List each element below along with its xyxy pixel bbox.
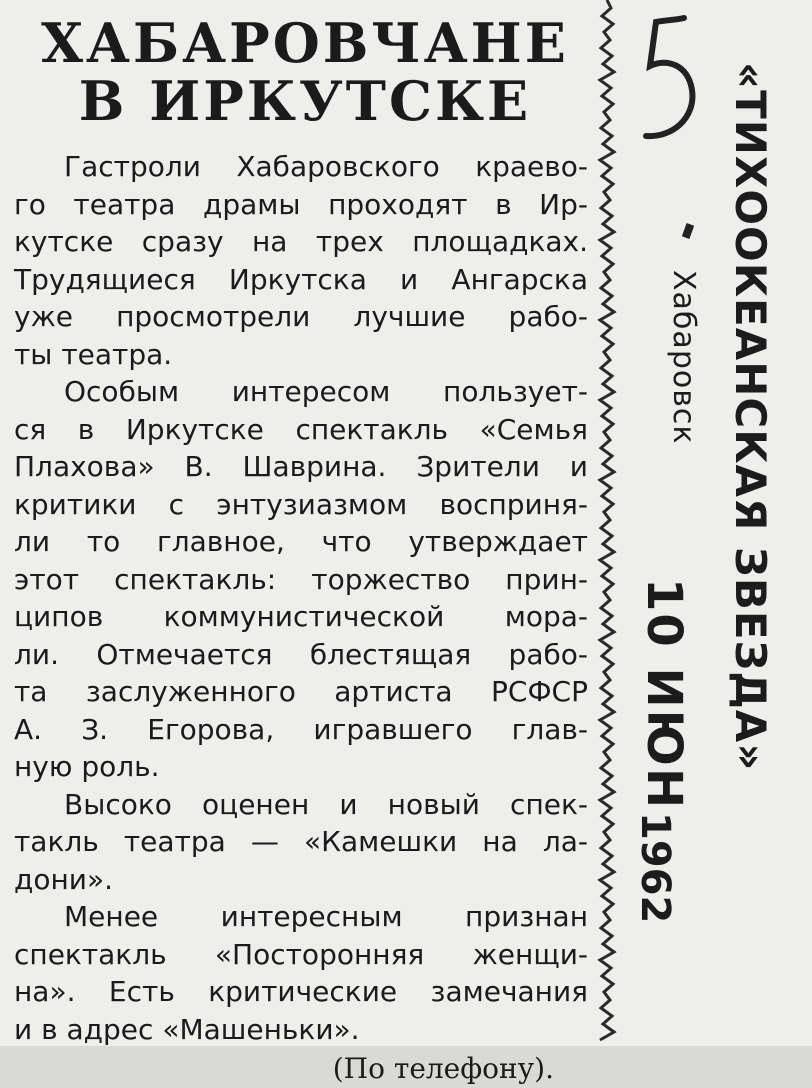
text-line: уже просмотрели лучшие рабо- — [14, 300, 588, 333]
text-line: и в адрес «Машеньки». — [14, 1012, 360, 1046]
text-line: та заслуженного артиста РСФСР — [14, 675, 588, 708]
text-line: такль театра — «Камешки на ла- — [14, 825, 588, 858]
text-line: А. З. Егорова, игравшего глав- — [14, 712, 588, 746]
text-line: Трудящиеся Иркутска и Ангарска — [14, 262, 588, 296]
text-line: критики с энтузиазмом восприня- — [14, 487, 588, 521]
article-byline: (По телефону). — [332, 1052, 554, 1085]
text-line: Особым интересом пользует- — [64, 375, 588, 408]
text-line: ли то главное, что утверждает — [14, 525, 588, 558]
text-line: ты театра. — [14, 337, 173, 371]
text-line: Менее интересным признан — [64, 900, 588, 933]
torn-edge — [596, 0, 618, 1046]
text-line: кутске сразу на трех площадках. — [14, 225, 588, 258]
headline-line: В ИРКУТСКЕ — [78, 69, 532, 133]
text-line: спектакль «Посторонняя женщи- — [14, 937, 588, 971]
text-line: этот спектакль: торжество прин- — [14, 562, 588, 596]
stamp-city: Хабаровск — [666, 270, 701, 445]
paragraph-2 — [14, 373, 588, 786]
article-body — [8, 148, 588, 1048]
text-line: ся в Иркутске спектакль «Семья — [14, 412, 588, 446]
text-line: дони». — [14, 862, 114, 896]
text-line: на». Есть критические замечания — [14, 975, 588, 1008]
text-line: ли. Отмечается блестящая рабо- — [14, 637, 588, 671]
paragraph-1 — [14, 148, 588, 373]
handwritten-mark — [626, 10, 716, 160]
text-line: Плахова» В. Шаврина. Зрители и — [14, 450, 588, 483]
article-headline — [8, 11, 588, 133]
stamp-newspaper-name: «ТИХООКЕАНСКАЯ ЗВЕЗДА» — [726, 62, 775, 772]
stamp-year: 1962 — [632, 812, 678, 924]
headline-line: ХАБАРОВЧАНЕ — [41, 11, 569, 75]
text-line: го театра драмы проходят в Ир- — [14, 187, 588, 221]
article — [8, 11, 588, 1088]
stamp-date: 10 ИЮН — [636, 578, 692, 811]
text-line: Гастроли Хабаровского краево- — [64, 150, 588, 183]
text-line: ную роль. — [14, 750, 160, 783]
paragraph-4 — [14, 898, 588, 1048]
text-line: ципов коммунистической мора- — [14, 600, 588, 633]
text-line: Высоко оценен и новый спек- — [64, 787, 588, 821]
paragraph-3 — [14, 786, 588, 899]
